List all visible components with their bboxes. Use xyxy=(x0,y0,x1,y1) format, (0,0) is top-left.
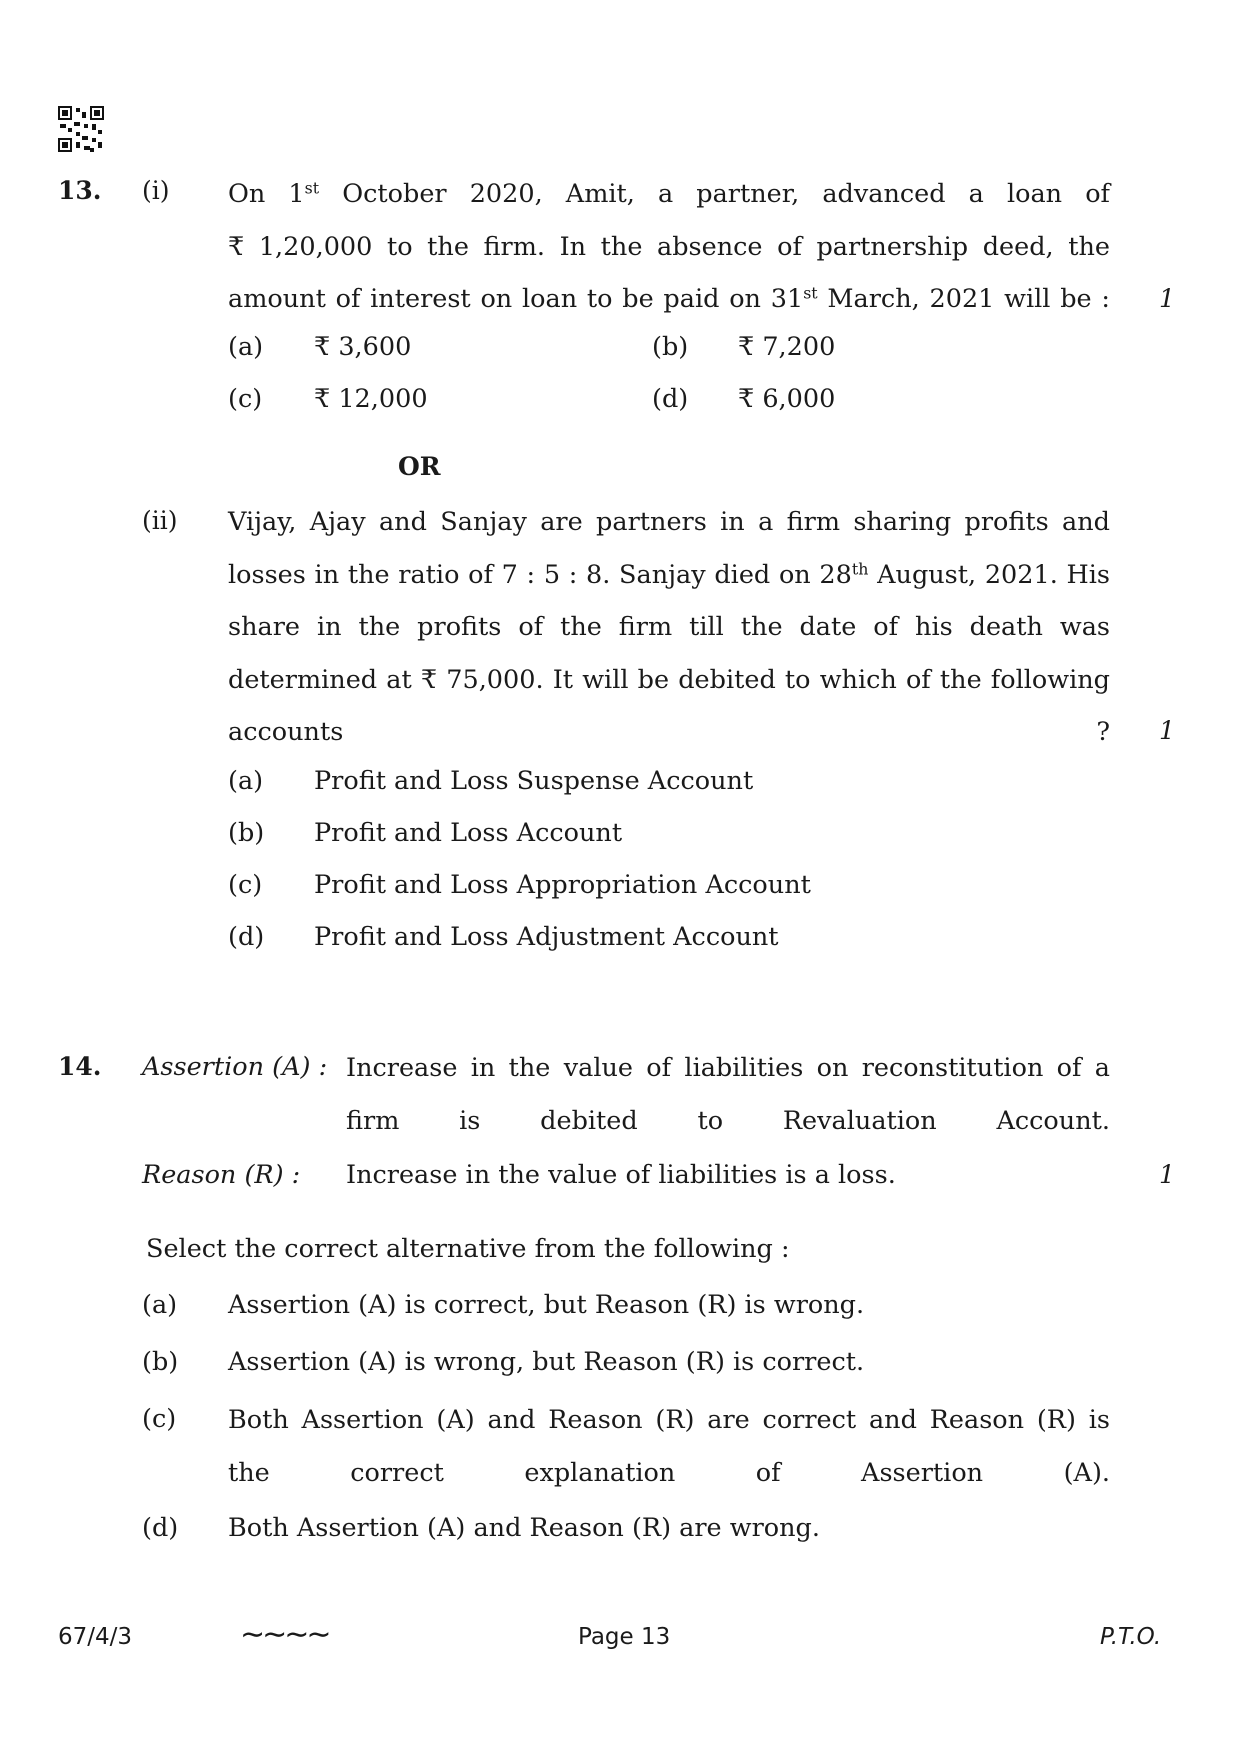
option-text: ₹ 12,000 xyxy=(314,384,428,414)
option-label: (c) xyxy=(228,384,263,414)
option-text: Profit and Loss Adjustment Account xyxy=(314,922,779,952)
question-13-part-i-text: On 1st October 2020, Amit, a partner, advanced a loan of ₹ 1,20,000 to the firm. In the absence of partnership deed, the amount of interest on loan to be paid on 31st March, 2021 will be : xyxy=(228,178,1110,314)
option-text: Both Assertion (A) and Reason (R) are correct and Reason (R) is the correct explanation of Assertion (A). xyxy=(228,1405,1110,1488)
option-label: (c) xyxy=(228,870,263,900)
pto-label: P.T.O. xyxy=(1100,1624,1162,1650)
option-text: Profit and Loss Account xyxy=(314,818,623,848)
question-13-part-ii-text: Vijay, Ajay and Sanjay are partners in a firm sharing profits and losses in the ratio of 7 : 5 : 8. Sanjay died on 28th August, 2021. His share in the profits of the firm till the date of his death was determined at ₹ 75,000. It will be debited to which of the following accounts ? xyxy=(228,507,1110,747)
question-13-part-i-label: (i) xyxy=(142,176,170,205)
option-text: ₹ 3,600 xyxy=(314,332,412,362)
option-label: (a) xyxy=(228,332,264,362)
assertion-text: Increase in the value of liabilities on reconstitution of a firm is debited to Revaluation Account. xyxy=(346,1053,1110,1136)
question-13-part-ii-label: (ii) xyxy=(142,506,178,535)
footer-ornament: ∼∼∼∼ xyxy=(240,1617,329,1652)
option-text: ₹ 7,200 xyxy=(738,332,836,362)
question-13-part-ii-marks: 1 xyxy=(1159,716,1175,745)
reason-text: Increase in the value of liabilities is a loss. xyxy=(346,1160,896,1190)
option-label: (a) xyxy=(142,1290,178,1320)
option-text: Assertion (A) is wrong, but Reason (R) is correct. xyxy=(228,1347,865,1377)
option-text: ₹ 6,000 xyxy=(738,384,836,414)
reason-label: Reason (R) : xyxy=(142,1160,301,1190)
option-label: (c) xyxy=(142,1404,177,1434)
option-text: Both Assertion (A) and Reason (R) are wrong. xyxy=(228,1513,820,1543)
or-separator: OR xyxy=(398,452,441,481)
paper-code: 67/4/3 xyxy=(58,1624,133,1650)
option-label: (a) xyxy=(228,766,264,796)
qr-code-icon xyxy=(58,106,104,152)
assertion-label: Assertion (A) : xyxy=(142,1052,328,1082)
option-label: (d) xyxy=(142,1513,179,1543)
question-14-marks: 1 xyxy=(1159,1160,1175,1189)
question-13-part-i-marks: 1 xyxy=(1159,284,1175,313)
option-label: (d) xyxy=(228,922,265,952)
option-label: (d) xyxy=(652,384,689,414)
page-number: Page 13 xyxy=(578,1624,671,1650)
option-label: (b) xyxy=(142,1347,179,1377)
question-14-instruction: Select the correct alternative from the following : xyxy=(146,1234,790,1264)
question-14-number: 14. xyxy=(58,1052,102,1081)
option-text: Assertion (A) is correct, but Reason (R) is wrong. xyxy=(228,1290,865,1320)
question-13-number: 13. xyxy=(58,176,102,205)
option-text: Profit and Loss Suspense Account xyxy=(314,766,754,796)
option-text: Profit and Loss Appropriation Account xyxy=(314,870,811,900)
option-label: (b) xyxy=(228,818,265,848)
option-label: (b) xyxy=(652,332,689,362)
